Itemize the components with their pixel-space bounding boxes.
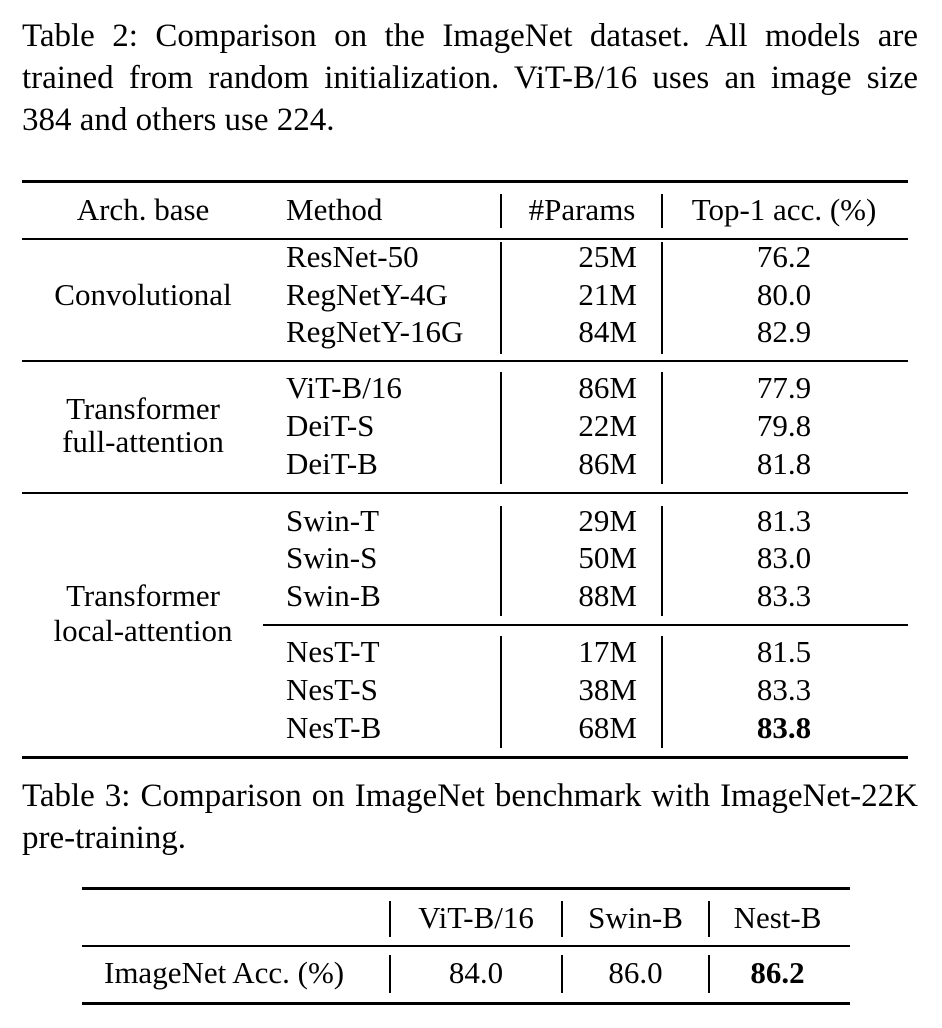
table2-group1-rule bbox=[22, 360, 908, 362]
table2-method-cell: Swin-B bbox=[286, 578, 381, 613]
table2-method-cell: DeiT-B bbox=[286, 446, 378, 481]
table2-params-cell: 50M bbox=[578, 540, 637, 575]
table2-acc-cell: 77.9 bbox=[756, 370, 812, 405]
table2-vrule-header-b bbox=[661, 194, 663, 228]
table2-vrule-g1-b bbox=[661, 242, 663, 354]
table2-params-cell: 86M bbox=[578, 446, 637, 481]
table2-vrule-g3b-b bbox=[661, 636, 663, 748]
table2-acc-cell: 82.9 bbox=[756, 314, 812, 349]
table2-params-cell: 88M bbox=[578, 578, 637, 613]
table2-group2-rule bbox=[22, 492, 908, 494]
table3-header-swin: Swin-B bbox=[588, 900, 683, 935]
table3-value-vit: 84.0 bbox=[448, 955, 504, 990]
table3-value-swin: 86.0 bbox=[608, 955, 663, 990]
table2-params-cell: 21M bbox=[578, 277, 637, 312]
table2-arch-convolutional: Convolutional bbox=[54, 277, 232, 312]
table2-acc-cell: 81.8 bbox=[756, 446, 812, 481]
table2-params-cell: 25M bbox=[578, 239, 637, 274]
table2-method-cell: DeiT-S bbox=[286, 408, 375, 443]
table2-header-arch: Arch. base bbox=[76, 192, 210, 227]
table3-top-rule bbox=[82, 887, 850, 890]
table3-row-label: ImageNet Acc. (%) bbox=[104, 955, 345, 990]
table2-header-acc: Top-1 acc. (%) bbox=[691, 192, 877, 227]
table2-method-cell: ViT-B/16 bbox=[286, 370, 402, 405]
table2-method-cell: Swin-T bbox=[286, 503, 379, 538]
table2-method-cell: NesT-S bbox=[286, 672, 378, 707]
table2-vrule-g3b-a bbox=[500, 636, 502, 748]
table2-params-cell: 22M bbox=[578, 408, 637, 443]
table2-vrule-g1-a bbox=[500, 242, 502, 354]
table3-caption: Table 3: Comparison on ImageNet benchmark with ImageNet-22K pre-training. bbox=[22, 778, 918, 856]
table3-bottom-rule bbox=[82, 1002, 850, 1005]
table2-acc-cell: 80.0 bbox=[756, 277, 812, 312]
table2-acc-cell: 76.2 bbox=[756, 239, 812, 274]
table2-params-cell: 17M bbox=[578, 634, 637, 669]
table2-vrule-header-a bbox=[500, 194, 502, 228]
table2-params-cell: 84M bbox=[578, 314, 637, 349]
table2-acc-cell: 79.8 bbox=[756, 408, 812, 443]
table2-params-cell: 38M bbox=[578, 672, 637, 707]
table2-acc-cell: 81.3 bbox=[756, 503, 812, 538]
table2-acc-cell-best: 83.8 bbox=[756, 710, 812, 745]
table2-method-cell: Swin-S bbox=[286, 540, 378, 575]
table2-method-cell: RegNetY-4G bbox=[286, 277, 448, 312]
table2-method-cell: RegNetY-16G bbox=[286, 314, 464, 349]
table2-acc-cell: 83.3 bbox=[756, 578, 812, 613]
table2-acc-cell: 81.5 bbox=[756, 634, 812, 669]
table2-method-cell: NesT-T bbox=[286, 634, 380, 669]
table2-params-cell: 29M bbox=[578, 503, 637, 538]
table2-acc-cell: 83.0 bbox=[756, 540, 812, 575]
table2-bottom-rule bbox=[22, 756, 908, 759]
table3-header-rule bbox=[82, 945, 850, 947]
table2-method-cell: ResNet-50 bbox=[286, 239, 419, 274]
table2-vrule-g3a-b bbox=[661, 506, 663, 616]
table3-header-vit: ViT-B/16 bbox=[418, 900, 534, 935]
table2-arch-local-attention: local-attention bbox=[53, 613, 233, 648]
table2-arch-transformer: Transformer bbox=[66, 578, 220, 613]
table2-caption: Table 2: Comparison on the ImageNet dataset. All models are trained from random initialization. ViT-B/16 uses an image size 384 and others use 224. bbox=[22, 18, 918, 138]
table2-params-cell: 86M bbox=[578, 370, 637, 405]
table2-method-cell: NesT-B bbox=[286, 710, 382, 745]
table3-value-nest-best: 86.2 bbox=[750, 955, 805, 990]
table2-header-params: #Params bbox=[528, 192, 636, 227]
table2-subgroup-rule bbox=[263, 624, 908, 626]
table3-header-nest: Nest-B bbox=[733, 900, 822, 935]
table2-top-rule bbox=[22, 180, 908, 183]
table2-arch-full-attention: full-attention bbox=[62, 424, 224, 459]
table2-vrule-g3a-a bbox=[500, 506, 502, 616]
table2-arch-transformer: Transformer bbox=[66, 391, 220, 426]
table2-header-method: Method bbox=[286, 192, 383, 227]
table2-vrule-g2-a bbox=[500, 372, 502, 484]
table2-acc-cell: 83.3 bbox=[756, 672, 812, 707]
table2-vrule-g2-b bbox=[661, 372, 663, 484]
table2-params-cell: 68M bbox=[578, 710, 637, 745]
